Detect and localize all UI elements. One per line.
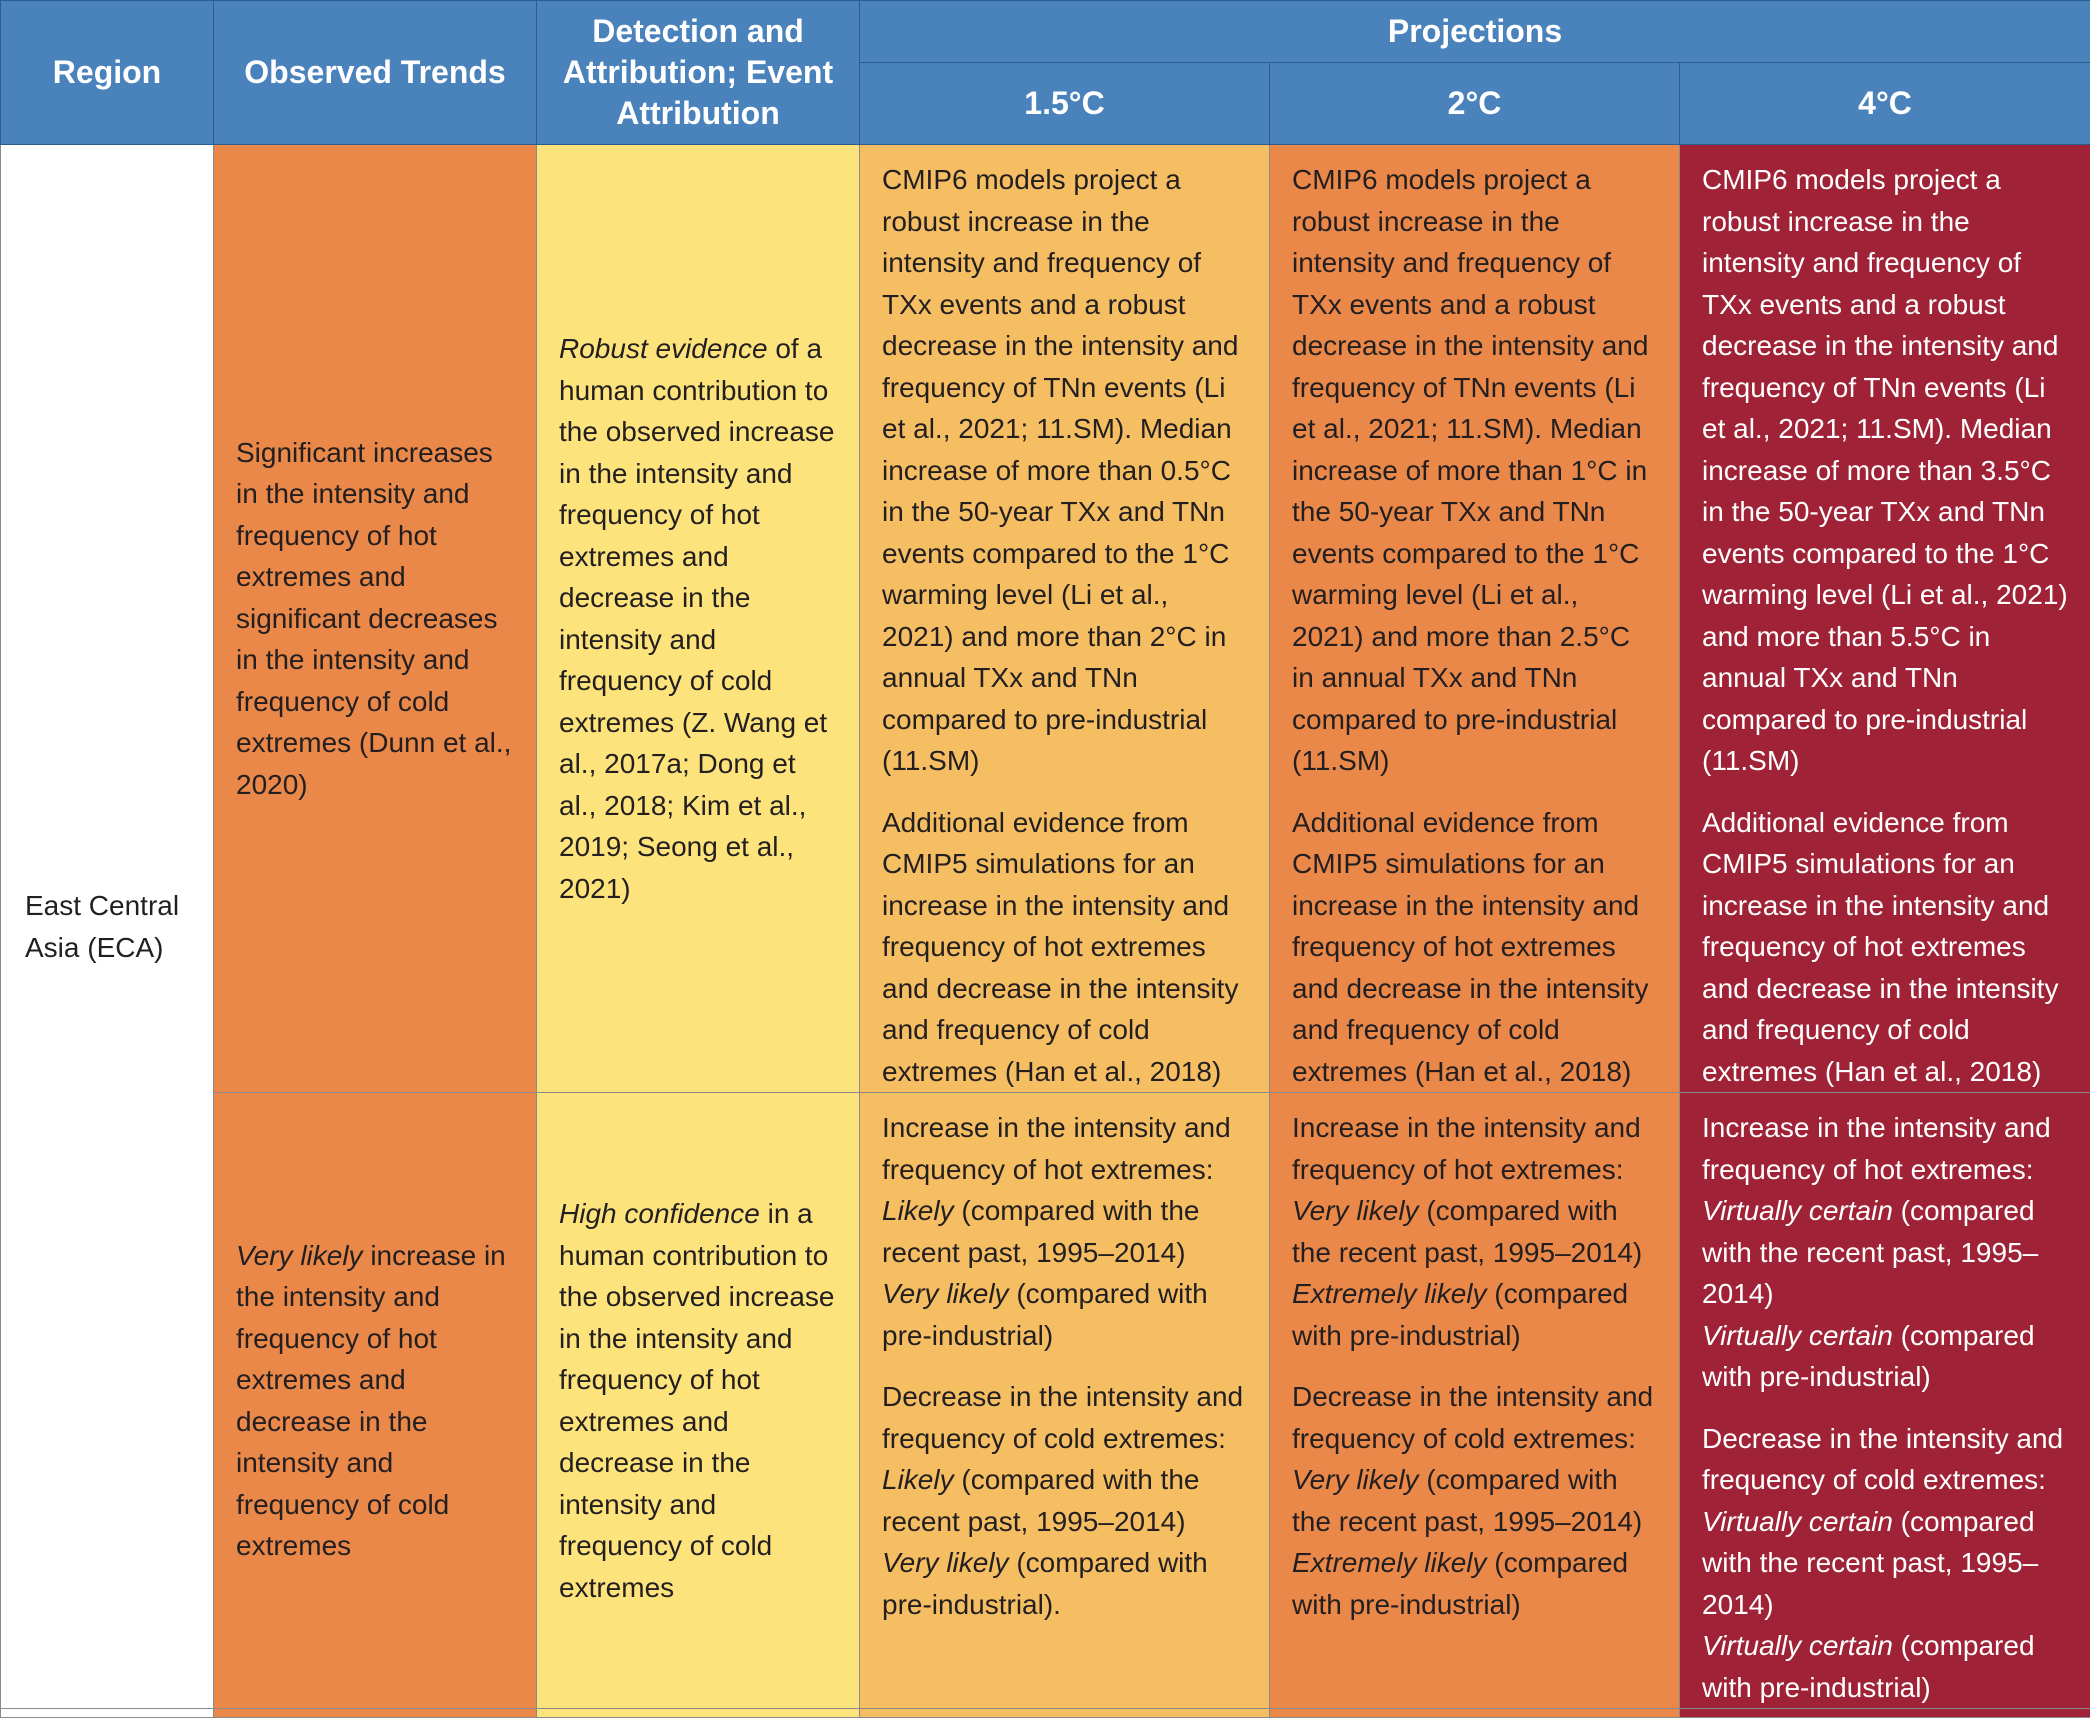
projection-4c-cell (1680, 1093, 2090, 1709)
observed-trends-cell (214, 145, 537, 1093)
header-observed-trends: Observed Trends (214, 1, 537, 145)
projection-1-5c-cell (860, 145, 1270, 1093)
header-2c: 2°C (1270, 63, 1680, 145)
projection-text: Additional evidence from CMIP5 simulations for an increase in the intensity and frequency of hot extremes and decrease in the intensity and frequency of cold extremes (Han et al., 2018) (882, 802, 1247, 1093)
projection-2c-cell (1270, 145, 1680, 1093)
observed-trends-text: Significant increases in the intensity and frequency of hot extremes and significant decreases in the intensity and frequency of cold extremes (Dunn et al., 2020) (236, 432, 514, 806)
cold-extremes-projection: Decrease in the intensity and frequency of cold extremes: Likely (compared with the recent past, 1995–2014) Very likely (compared with pre-industrial). (882, 1376, 1247, 1625)
projection-4c-cell (1680, 145, 2090, 1093)
attribution-cell (537, 145, 860, 1093)
region-name: East Central Asia (ECA) (1, 145, 214, 1709)
table-row-next (1, 1709, 2090, 1718)
cold-extremes-projection: Decrease in the intensity and frequency of cold extremes: Very likely (compared with the recent past, 1995–2014) Extremely likely (compared with pre-industrial) (1292, 1376, 1657, 1625)
header-detection-attribution: Detection and Attribution; Event Attribution (537, 1, 860, 145)
projection-2c-cell (1270, 1093, 1680, 1709)
confidence-term: Robust evidence (559, 333, 768, 364)
header-projections: Projections (860, 1, 2090, 63)
projection-text: Additional evidence from CMIP5 simulations for an increase in the intensity and frequency of hot extremes and decrease in the intensity and frequency of cold extremes (Han et al., 2018) (1702, 802, 2068, 1093)
likelihood-term: Very likely (236, 1240, 363, 1271)
hot-extremes-projection: Increase in the intensity and frequency of hot extremes: Virtually certain (compared with the recent past, 1995–2014) Virtually certain (compared with pre-industrial) (1702, 1107, 2068, 1398)
projection-text: CMIP6 models project a robust increase in the intensity and frequency of TXx events and a robust decrease in the intensity and frequency of TNn events (Li et al., 2021; 11.SM). Median increase of more than 1°C in the 50-year TXx and TNn events compared to the 1°C warming level (Li et al., 2021) and more than 2.5°C in annual TXx and TNn compared to pre-industrial (11.SM) (1292, 159, 1657, 782)
observed-trends-text: Very likely increase in the intensity and frequency of hot extremes and decrease in the intensity and frequency of cold extremes (236, 1235, 514, 1567)
confidence-term: High confidence (559, 1198, 760, 1229)
table-row (1, 145, 2090, 1093)
projection-text: CMIP6 models project a robust increase in the intensity and frequency of TXx events and a robust decrease in the intensity and frequency of TNn events (Li et al., 2021; 11.SM). Median increase of more than 3.5°C in the 50-year TXx and TNn events compared to the 1°C warming level (Li et al., 2021) and more than 5.5°C in annual TXx and TNn compared to pre-industrial (11.SM) (1702, 159, 2068, 782)
table-row (1, 1093, 2090, 1709)
attribution-cell (537, 1093, 860, 1709)
projection-1-5c-cell (860, 1093, 1270, 1709)
attribution-text: High confidence in a human contribution to the observed increase in the intensity and frequency of hot extremes and decrease in the intensity and frequency of cold extremes (559, 1193, 837, 1608)
projection-text: Additional evidence from CMIP5 simulations for an increase in the intensity and frequency of hot extremes and decrease in the intensity and frequency of cold extremes (Han et al., 2018) (1292, 802, 1657, 1093)
header-region: Region (1, 1, 214, 145)
cold-extremes-projection: Decrease in the intensity and frequency of cold extremes: Virtually certain (compared with the recent past, 1995–2014) Virtually certain (compared with pre-industrial) (1702, 1418, 2068, 1709)
observed-trends-cell (214, 1093, 537, 1709)
attribution-text: Robust evidence of a human contribution to the observed increase in the intensity and frequency of hot extremes and decrease in the intensity and frequency of cold extremes (Z. Wang et al., 2017a; Dong et al., 2018; Kim et al., 2019; Seong et al., 2021) (559, 328, 837, 909)
header-1-5c: 1.5°C (860, 63, 1270, 145)
hot-extremes-projection: Increase in the intensity and frequency of hot extremes: Very likely (compared with the recent past, 1995–2014) Extremely likely (compared with pre-industrial) (1292, 1107, 1657, 1356)
header-4c: 4°C (1680, 63, 2090, 145)
hot-extremes-projection: Increase in the intensity and frequency of hot extremes: Likely (compared with the recent past, 1995–2014) Very likely (compared with pre-industrial) (882, 1107, 1247, 1356)
projection-text: CMIP6 models project a robust increase in the intensity and frequency of TXx events and a robust decrease in the intensity and frequency of TNn events (Li et al., 2021; 11.SM). Median increase of more than 0.5°C in the 50-year TXx and TNn events compared to the 1°C warming level (Li et al., 2021) and more than 2°C in annual TXx and TNn compared to pre-industrial (11.SM) (882, 159, 1247, 782)
